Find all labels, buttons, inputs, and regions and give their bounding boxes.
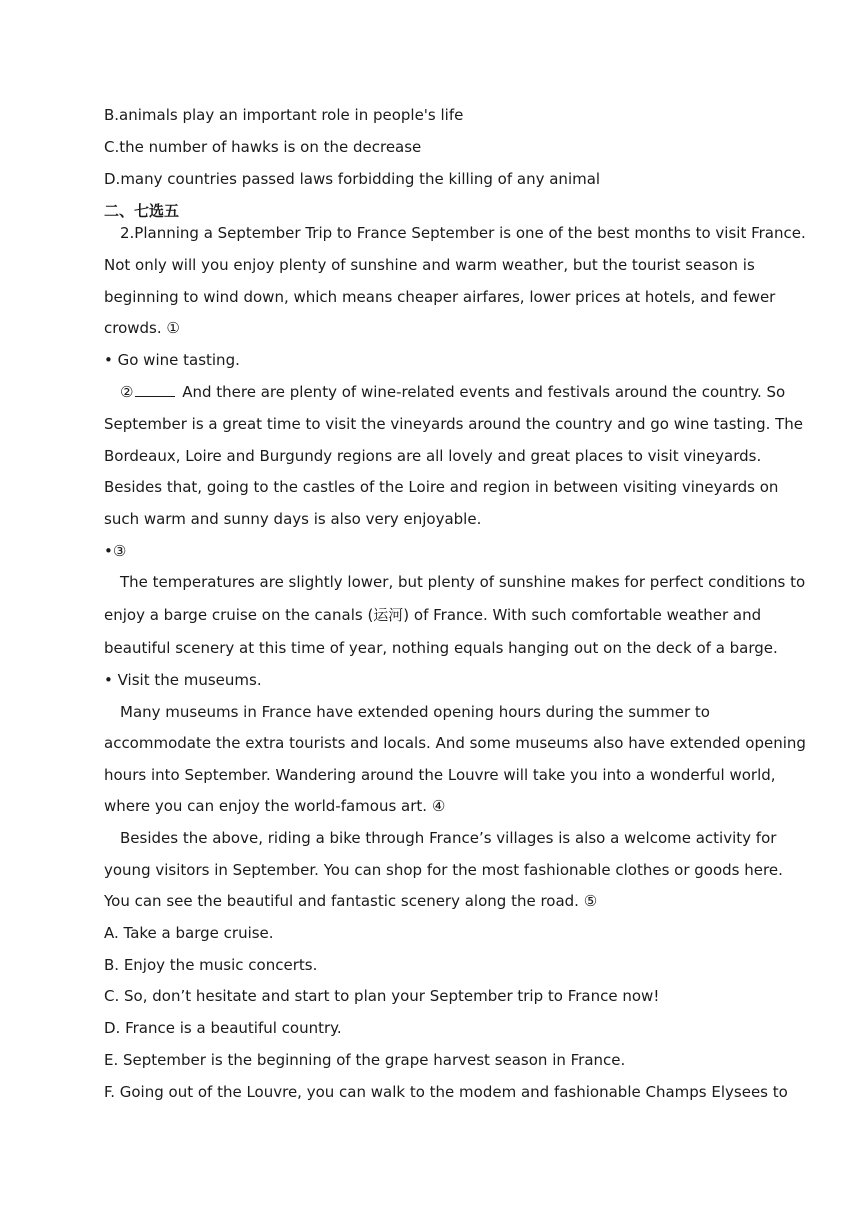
choice-f: F. Going out of the Louvre, you can walk to the modem and fashionable Champs Elysees to [104,1083,788,1101]
choice-a: A. Take a barge cruise. [104,924,274,942]
passage-text: And there are plenty of wine-related events and festivals around the country. So [182,383,786,401]
passage-line: 2.Planning a September Trip to France September is one of the best months to visit France. [120,224,806,242]
choice-d: D. France is a beautiful country. [104,1019,342,1037]
passage-line: You can see the beautiful and fantastic scenery along the road. ⑤ [104,892,598,910]
passage-line: Besides the above, riding a bike through France’s villages is also a welcome activity for [120,829,777,847]
passage-line: accommodate the extra tourists and locals. And some museums also have extended opening [104,734,806,752]
passage-line: enjoy a barge cruise on the canals (运河) of France. With such comfortable weather and [104,606,762,624]
passage-line: young visitors in September. You can shop for the most fashionable clothes or goods here. [104,861,783,879]
option-d: D.many countries passed laws forbidding the killing of any animal [104,170,601,188]
subheading-museums: • Visit the museums. [104,671,262,689]
passage-line: Many museums in France have extended opening hours during the summer to [120,703,710,721]
passage-line: such warm and sunny days is also very enjoyable. [104,510,482,528]
passage-line: crowds. ① [104,319,180,337]
answer-blank[interactable] [135,382,175,397]
passage-line: The temperatures are slightly lower, but plenty of sunshine makes for perfect conditions to [120,573,806,591]
choice-e: E. September is the beginning of the grape harvest season in France. [104,1051,626,1069]
passage-line [120,382,820,402]
passage-line: Bordeaux, Loire and Burgundy regions are all lovely and great places to visit vineyards. [104,447,762,465]
choice-c: C. So, don’t hesitate and start to plan your September trip to France now! [104,987,660,1005]
choice-b: B. Enjoy the music concerts. [104,956,318,974]
passage-line: beginning to wind down, which means cheaper airfares, lower prices at hotels, and fewer [104,288,776,306]
passage-line: hours into September. Wandering around the Louvre will take you into a wonderful world, [104,766,776,784]
section-title: 二、七选五 [104,202,180,220]
subheading-blank: •③ [104,542,127,560]
subheading-wine: • Go wine tasting. [104,351,240,369]
passage-line: beautiful scenery at this time of year, nothing equals hanging out on the deck of a barge. [104,639,778,657]
option-b: B.animals play an important role in people's life [104,106,464,124]
passage-line: where you can enjoy the world-famous art. ④ [104,797,446,815]
passage-line: Not only will you enjoy plenty of sunshine and warm weather, but the tourist season is [104,256,755,274]
passage-line: September is a great time to visit the vineyards around the country and go wine tasting. The [104,415,804,433]
passage-line: Besides that, going to the castles of the Loire and region in between visiting vineyards on [104,478,779,496]
option-c: C.the number of hawks is on the decrease [104,138,422,156]
blank-number: ② [120,383,134,401]
